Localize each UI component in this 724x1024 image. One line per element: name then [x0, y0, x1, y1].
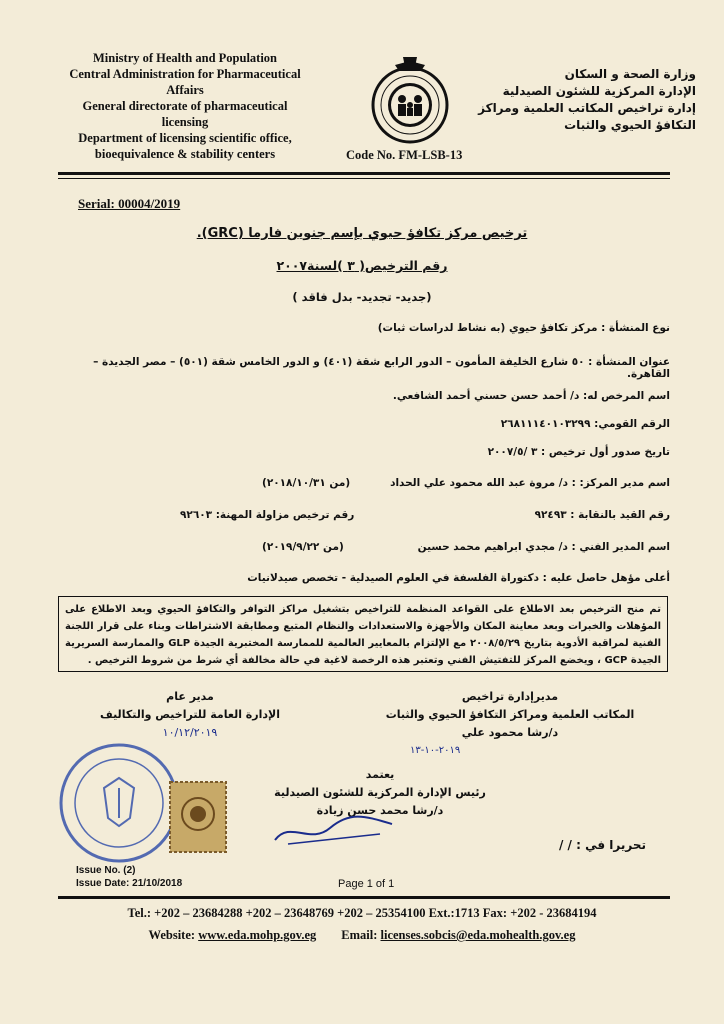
- licensee-name: اسم المرخص له: د/ أحمد حسن حسني أحمد الشافعي.: [392, 390, 670, 402]
- header-ar-line: الإدارة المركزية للشئون الصيدلية: [502, 84, 696, 98]
- facility-address: عنوان المنشأة : ٥٠ شارع الخليفة المأمون – الدور الرابع شقة (٤٠١) و الدور الخامس شقة (٥٠١) – مصر الجديدة – القاهرة.: [93, 356, 670, 380]
- header-en-line: licensing: [161, 115, 209, 129]
- serial-number: Serial: 00004/2019: [78, 196, 181, 211]
- website-label: Website:: [148, 928, 196, 942]
- license-type: (جديد- تجديد- بدل فاقد ): [292, 290, 432, 304]
- written-on: [519, 838, 646, 852]
- sig-name: د/رشا محمد حسن زيادة: [316, 804, 444, 817]
- technical-manager: اسم المدير الفني : د/ مجدي ابراهيم محمد حسين: [417, 541, 670, 553]
- written-on-label: تحريرا في :: [576, 838, 646, 852]
- footer-links: [40, 928, 684, 943]
- header-en-line: General directorate of pharmaceutical: [82, 99, 288, 113]
- license-number: رقم الترخيص( ٣ )لسنة٢٠٠٧: [276, 258, 448, 273]
- license-statement: تم منح الترخيص بعد الاطلاع على القواعد المنظمة للتراخيص بتشغيل مراكز التوافر والتكافؤ الحيوي وبعد الاطلاع على المؤهلات والخبرات وبعد معاينة المكان والأجهزة والاستعدادات والنظام المتبع ومطابقة الاشتراطات وبناء على قرار اللجنة الفنية لمراقبة الأدوية بتاريخ ٢٠٠٨/٥/٢٩ مع الإلتزام بالمعايير العالمية للممارسة المختبرية الجيدة GLP والممارسة السريرية الجيدة GCP ، ويخضع المركز للتفتيش الفني وتعتبر هذه الرخصة لاغية في حالة مخالفة أي شرط من شروط الترخيص .: [58, 596, 668, 672]
- signature-general-manager: [70, 688, 310, 742]
- syndicate-number: رقم القيد بالنقابة : ٩٢٤٩٣: [534, 509, 670, 521]
- signature-licensing-director: [370, 688, 650, 760]
- facility-type: نوع المنشأة : مركز تكافؤ حيوي (به نشاط لدراسات ثبات): [377, 322, 670, 334]
- highest-qualification: أعلى مؤهل حاصل عليه : دكتوراة الفلسفة في العلوم الصيدلية - تخصص صيدلانيات: [247, 572, 670, 584]
- header-divider-thin: [58, 178, 670, 179]
- page-number: Page 1 of 1: [338, 878, 395, 890]
- center-manager: اسم مدير المركز: : د/ مروة عبد الله محمود علي الحداد: [390, 477, 670, 489]
- header-en-line: bioequivalence & stability centers: [94, 147, 276, 161]
- header-divider: [58, 172, 670, 175]
- website-link[interactable]: www.eda.mohp.gov.eg: [198, 928, 317, 942]
- header-ar-line: التكافؤ الحيوي والثبات: [564, 118, 696, 132]
- ministry-logo: [365, 55, 455, 145]
- header-en-line: Ministry of Health and Population: [92, 51, 278, 65]
- sig-dept: المكاتب العلمية ومراكز التكافؤ الحيوي والثبات: [385, 708, 635, 721]
- handwritten-date-right: ٢٠١٩-١٠-١٣: [410, 745, 461, 756]
- code-number: Code No. FM-LSB-13: [346, 148, 463, 162]
- issue-number: Issue No. (2): [76, 865, 136, 876]
- issue-info: [76, 864, 182, 890]
- center-manager-from: (من ٢٠١٨/١٠/٣١): [262, 477, 351, 489]
- header-en-line: Department of licensing scientific office,: [78, 131, 292, 145]
- header-en-line: Central Administration for Pharmaceutical: [69, 67, 301, 81]
- sig-approve: يعتمد: [365, 768, 395, 781]
- first-issue-date: تاريخ صدور أول ترخيص : ٣ /٢٠٠٧/٥: [487, 446, 670, 458]
- revenue-stamp: [168, 780, 228, 854]
- email-link[interactable]: licenses.sobcis@eda.mohealth.gov.eg: [380, 928, 576, 942]
- signature-scribble: [270, 810, 400, 850]
- email-label: Email:: [341, 928, 378, 942]
- sig-dept: الإدارة العامة للتراخيص والتكاليف: [99, 708, 281, 721]
- sig-name: د/رشا محمود علي: [461, 726, 559, 739]
- official-seal: [54, 738, 184, 868]
- license-title: ترخيص مركز تكافؤ حيوي بإسم جنوين فارما (GRC).: [196, 226, 528, 241]
- written-on-blanks: / /: [559, 838, 572, 852]
- header-arabic-block: [476, 66, 696, 134]
- header-en-line: Affairs: [166, 83, 204, 97]
- sig-title: مديرإدارة تراخيص: [461, 690, 559, 703]
- issue-date: Issue Date: 21/10/2018: [76, 878, 183, 889]
- practice-license-number: رقم ترخيص مزاولة المهنة: ٩٢٦٠٣: [180, 509, 355, 521]
- header-ar-line: وزارة الصحة و السكان: [564, 67, 696, 81]
- sig-title: مدير عام: [166, 690, 214, 703]
- footer-divider: [58, 896, 670, 899]
- sig-title: رئيس الإدارة المركزية للشئون الصيدلية: [274, 786, 486, 799]
- technical-manager-from: (من ٢٠١٩/٩/٢٢): [262, 541, 344, 553]
- header-english-block: [40, 50, 330, 162]
- footer-contacts: Tel.: +202 – 23684288 +202 – 23648769 +202 – 25354100 Ext.:1713 Fax: +202 - 23684194: [127, 906, 597, 920]
- national-id: الرقم القومي: ٢٦٨١١١٤٠١٠٣٢٩٩: [500, 418, 670, 430]
- header-ar-line: إدارة تراخيص المكاتب العلمية ومراكز: [478, 101, 696, 115]
- handwritten-date-left: ١٠/١٢/٢٠١٩: [162, 726, 218, 739]
